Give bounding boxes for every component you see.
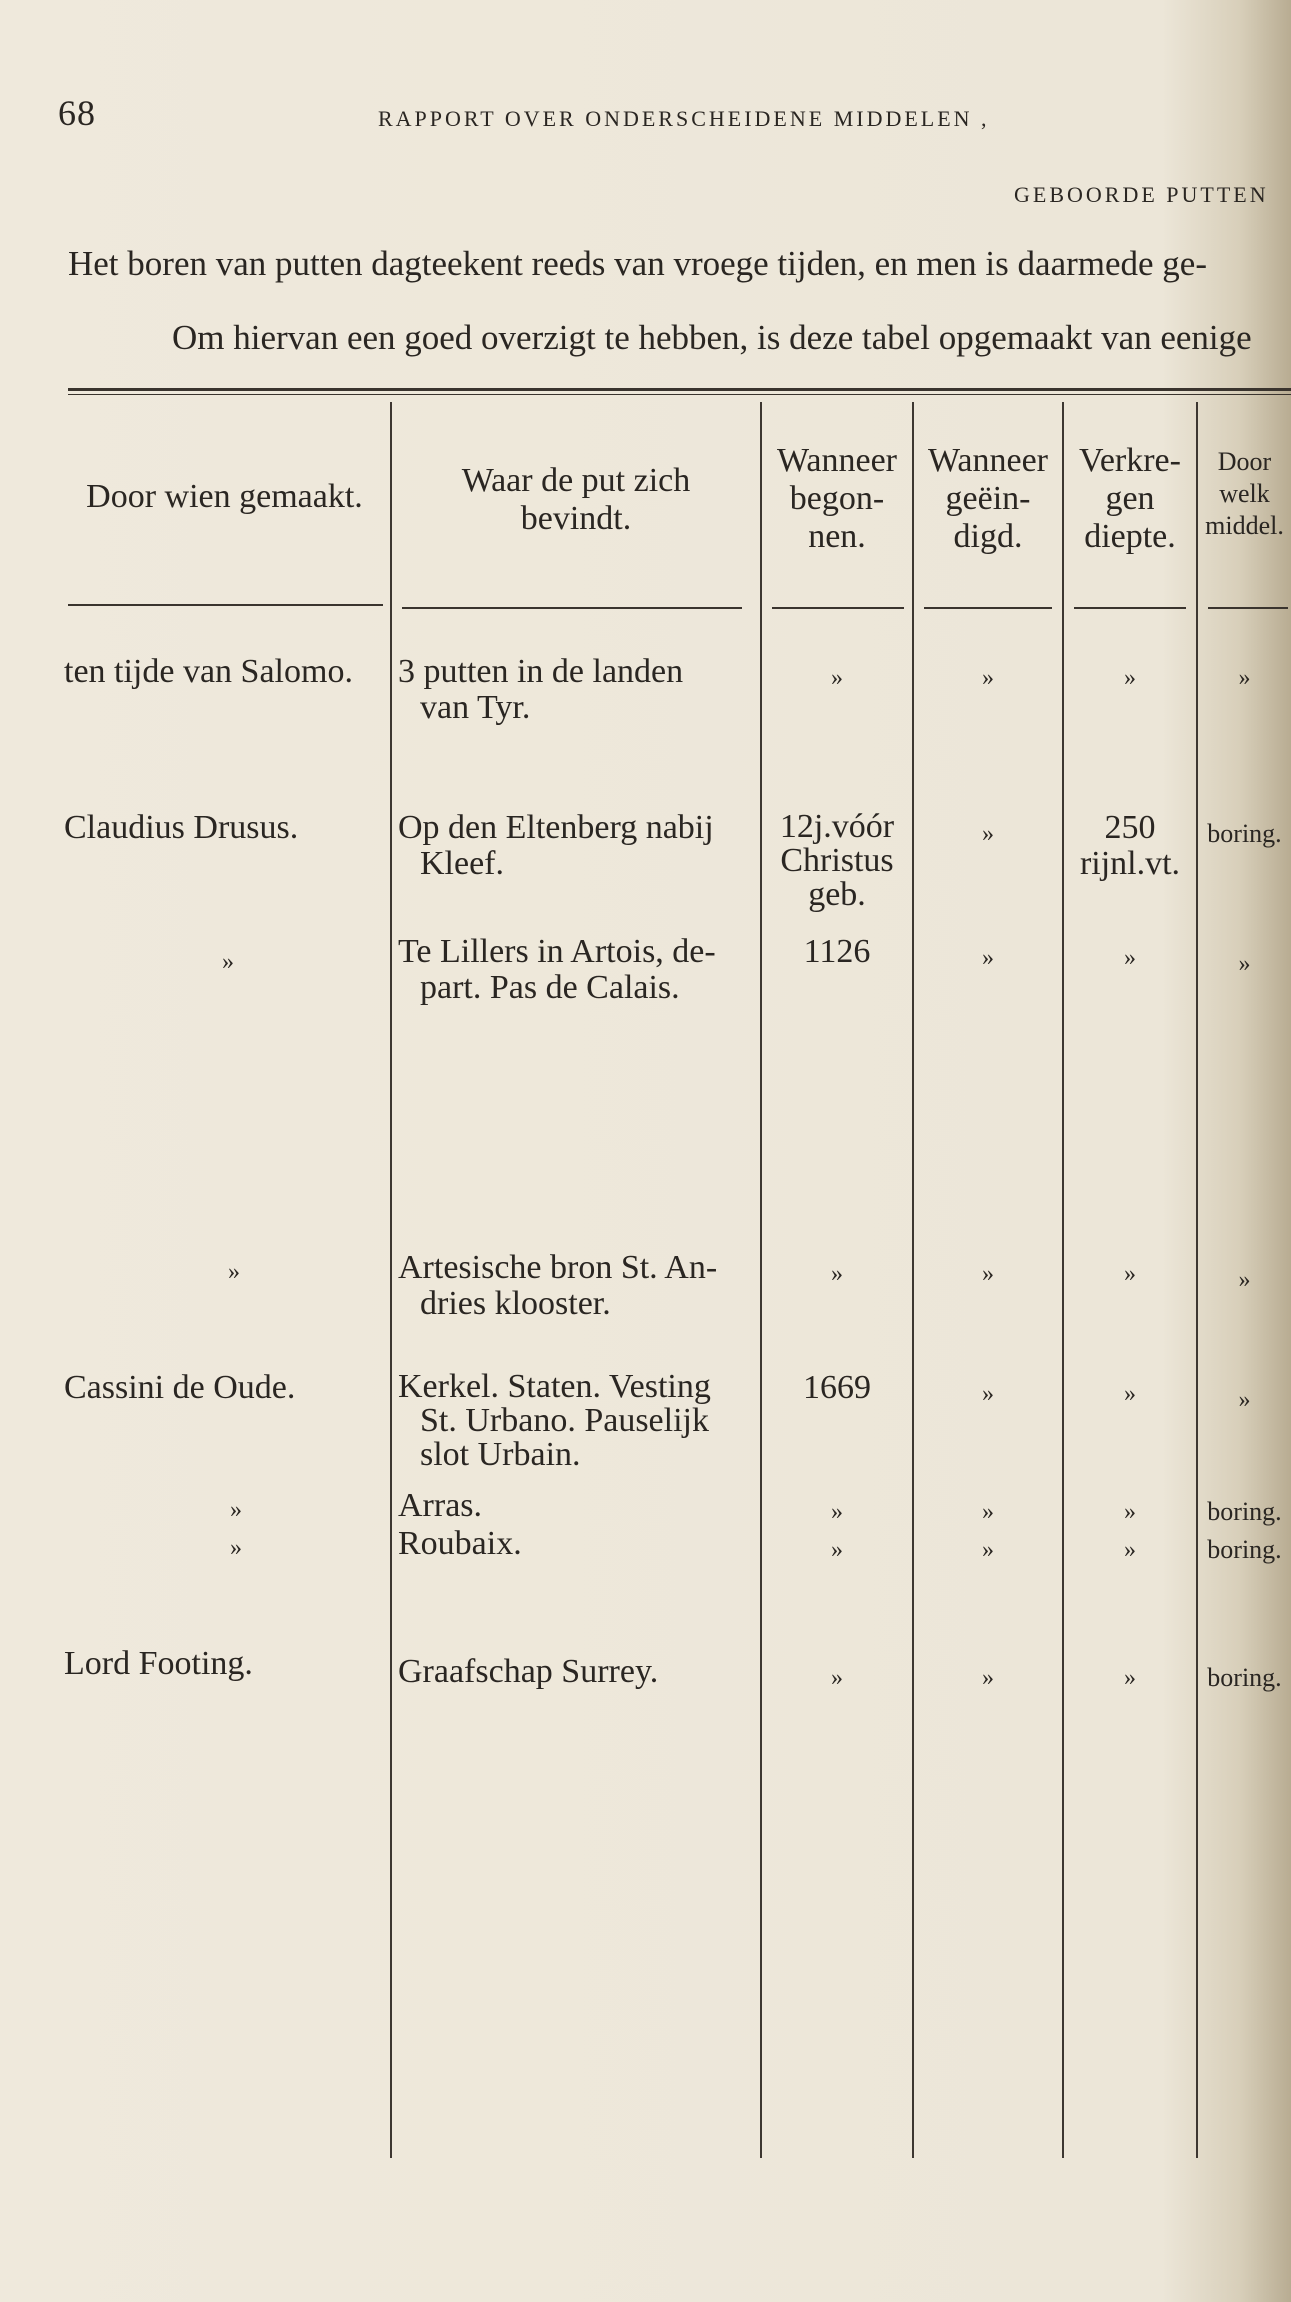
row-7-depth: » [1124,1537,1136,1563]
row-4-depth: » [1124,1261,1136,1287]
row-7-begun: » [831,1537,843,1563]
row-6-means: boring. [1207,1497,1282,1526]
header-waar: Waar de put zich bevindt. [461,462,691,537]
page-number: 68 [58,93,96,133]
row-5-where: Kerkel. Staten. Vesting St. Urbano. Pauselijk slot Urbain. [398,1368,711,1473]
paragraph-2: Om hiervan een goed overzigt te hebben, is deze tabel opgemaakt van eenige [172,318,1252,357]
row-1-begun: » [831,665,843,691]
row-4-where: Artesische bron St. An- dries klooster. [398,1249,718,1322]
row-1-where: 3 putten in de landen van Tyr. [398,653,684,726]
row-4-begun: » [831,1261,843,1287]
row-3-begun: 1126 [803,933,871,970]
row-1-ended: » [982,665,994,691]
running-head: RAPPORT OVER ONDERSCHEIDENE MIDDELEN , [378,106,990,131]
row-8-where: Graafschap Surrey. [398,1653,659,1690]
row-2-where: Op den Eltenberg nabij Kleef. [398,809,714,882]
row-3-means: » [1238,951,1251,977]
row-2-begun: 12j.vóór Christus geb. [779,808,895,913]
column-divider [390,402,392,2158]
row-8-who: Lord Footing. [64,1645,253,1682]
header-door-wien: Door wien gemaakt. [86,478,363,515]
row-8-depth: » [1124,1665,1136,1691]
row-7-means: boring. [1207,1535,1282,1564]
row-5-begun: 1669 [803,1369,871,1406]
header-begonnen: Wanneer begon- nen. [777,442,897,555]
row-4-who: » [228,1259,240,1285]
header-separator [1208,607,1288,609]
row-6-where: Arras. [398,1487,483,1524]
row-5-depth: » [1124,1381,1136,1407]
row-6-who: » [230,1497,242,1523]
row-7-ended: » [982,1537,994,1563]
header-separator [772,607,904,609]
header-diepte: Verkre- gen diepte. [1079,442,1181,555]
row-6-begun: » [831,1499,843,1525]
row-2-means: boring. [1207,819,1282,848]
row-7-where: Roubaix. [398,1525,522,1562]
row-2-depth: 250 rijnl.vt. [1079,809,1181,882]
row-4-means: » [1238,1267,1251,1293]
row-6-ended: » [982,1499,994,1525]
row-3-where: Te Lillers in Artois, de- part. Pas de Calais. [398,933,716,1006]
row-2-ended: » [982,821,994,847]
table-top-rule-thin [68,394,1291,395]
row-3-depth: » [1124,945,1136,971]
header-middel: Door welk middel. [1205,447,1284,540]
row-8-means: boring. [1207,1663,1282,1692]
row-1-means: » [1238,665,1251,691]
row-1-depth: » [1124,665,1136,691]
row-4-ended: » [982,1261,994,1287]
row-7-who: » [230,1535,242,1561]
header-separator [924,607,1052,609]
row-1-who: ten tijde van Salomo. [64,653,353,690]
header-geeindigd: Wanneer geëin- digd. [928,442,1048,555]
row-3-who: » [222,949,234,975]
header-separator [68,604,383,606]
row-5-means: » [1238,1387,1251,1413]
paragraph-1: Het boren van putten dagteekent reeds van vroege tijden, en men is daarmede ge- [68,244,1207,283]
header-separator [402,607,742,609]
row-5-ended: » [982,1381,994,1407]
row-6-depth: » [1124,1499,1136,1525]
table-top-rule [68,388,1291,391]
header-separator [1074,607,1186,609]
section-head: GEBOORDE PUTTEN [1014,182,1269,207]
row-3-ended: » [982,945,994,971]
row-8-ended: » [982,1665,994,1691]
row-5-who: Cassini de Oude. [64,1369,296,1406]
row-2-who: Claudius Drusus. [64,809,299,846]
row-8-begun: » [831,1665,843,1691]
